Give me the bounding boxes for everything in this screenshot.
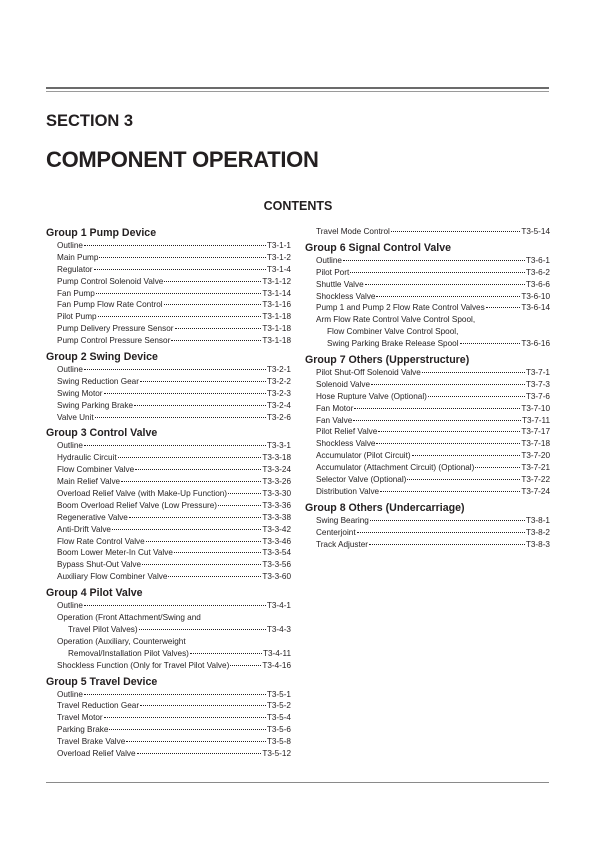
dot-leader <box>129 517 261 518</box>
dot-leader <box>104 717 266 718</box>
toc-entry[interactable] <box>305 267 550 279</box>
toc-entry-page: T3-5-2 <box>266 701 291 711</box>
toc-entry-label: Solenoid Valve <box>316 379 371 389</box>
toc-entry-page: T3-5-8 <box>266 737 291 747</box>
toc-left-column <box>46 226 291 760</box>
toc-entry-page: T3-4-3 <box>266 624 291 634</box>
dot-leader <box>486 307 521 308</box>
toc-group-title[interactable]: Group 5 Travel Device <box>46 675 158 688</box>
toc-group-title[interactable]: Group 7 Others (Upperstructure) <box>305 354 470 367</box>
toc-group <box>46 226 291 347</box>
toc-entry-page: T3-3-54 <box>262 548 291 558</box>
dot-leader <box>353 420 521 421</box>
toc-entry[interactable] <box>46 660 291 672</box>
toc-entry[interactable] <box>46 512 291 524</box>
toc-entry-label: Pump Control Solenoid Valve <box>57 276 164 286</box>
toc-group <box>46 586 291 671</box>
toc-entry-label: Shockless Valve <box>316 439 376 449</box>
toc-entry-page: T3-1-2 <box>266 252 291 262</box>
toc-entry-page: T3-1-14 <box>262 288 291 298</box>
toc-entry[interactable] <box>46 689 291 701</box>
dot-leader <box>378 431 520 432</box>
dot-leader <box>137 753 262 754</box>
dot-leader <box>369 544 525 545</box>
toc-entry-page: T3-7-11 <box>521 415 550 425</box>
toc-entry-page: T3-7-18 <box>521 439 550 449</box>
toc-entry-page: T3-5-6 <box>266 725 291 735</box>
dot-leader <box>95 417 266 418</box>
toc-entry[interactable] <box>46 488 291 500</box>
toc-entry-page: T3-8-1 <box>525 515 550 525</box>
toc-entry-page: T3-3-46 <box>262 536 291 546</box>
toc-entry-label: Shockless Function (Only for Travel Pilot Valve) <box>57 660 230 670</box>
dot-leader <box>139 629 266 630</box>
dot-leader <box>84 245 266 246</box>
bottom-rule <box>46 782 549 783</box>
toc-entry-line: Operation (Front Attachment/Swing and <box>57 613 201 623</box>
dot-leader <box>391 231 520 232</box>
dot-leader <box>126 741 266 742</box>
dot-leader <box>380 491 520 492</box>
toc-entry[interactable] <box>46 700 291 712</box>
toc-entry-page: T3-3-26 <box>262 477 291 487</box>
toc-entry-line: Operation (Auxiliary, Counterweight <box>57 636 186 646</box>
toc-entry[interactable] <box>305 426 550 438</box>
toc-entry[interactable] <box>46 452 291 464</box>
toc-entry[interactable] <box>46 724 291 736</box>
top-rule <box>46 87 549 89</box>
toc-entry-page: T3-1-18 <box>262 336 291 346</box>
toc-entry-label: Travel Brake Valve <box>57 737 126 747</box>
toc-entry-label: Removal/Installation Pilot Valves) <box>68 648 189 658</box>
top-rule-thin <box>46 91 549 92</box>
toc-entry-label: Pump Control Pressure Sensor <box>57 336 171 346</box>
toc-entry-label: Boom Lower Meter-In Cut Valve <box>57 548 173 558</box>
toc-entry-label: Pump Delivery Pressure Sensor <box>57 324 174 334</box>
dot-leader <box>168 576 261 577</box>
toc-entry-label: Fan Pump Flow Rate Control <box>57 300 163 310</box>
toc-entry-line: Flow Combiner Valve Control Spool, <box>327 327 459 337</box>
toc-entry-page: T3-7-17 <box>521 427 550 437</box>
toc-entry-page: T3-3-18 <box>262 453 291 463</box>
toc-entry-label: Main Pump <box>57 252 99 262</box>
dot-leader <box>376 443 520 444</box>
toc-entry-page: T3-6-14 <box>521 303 550 313</box>
toc-entry-page: T3-4-11 <box>262 648 291 658</box>
dot-leader <box>357 532 525 533</box>
toc-group <box>46 426 291 583</box>
toc-entry[interactable] <box>46 400 291 412</box>
toc-entry-label: Travel Pilot Valves) <box>68 624 138 634</box>
toc-entry-label: Regenerative Valve <box>57 512 128 522</box>
toc-entry-page: T3-6-6 <box>525 279 550 289</box>
dot-leader <box>376 296 520 297</box>
dot-leader <box>171 340 261 341</box>
toc-entry[interactable] <box>46 299 291 311</box>
toc-entry-label: Swing Reduction Gear <box>57 376 139 386</box>
toc-entry-page: T3-3-24 <box>262 465 291 475</box>
toc-entry[interactable] <box>46 376 291 388</box>
toc-entry-label: Pilot Relief Valve <box>316 427 378 437</box>
dot-leader <box>104 393 266 394</box>
dot-leader <box>164 281 261 282</box>
toc-entry-page: T3-2-4 <box>266 400 291 410</box>
toc-entry-page: T3-1-16 <box>262 300 291 310</box>
toc-entry-page: T3-6-10 <box>521 291 550 301</box>
toc-entry-label: Centerjoint <box>316 527 356 537</box>
dot-leader <box>218 505 261 506</box>
toc-entry-label: Outline <box>57 241 83 250</box>
toc-entry-page: T3-4-1 <box>266 601 291 611</box>
toc-entry[interactable] <box>46 648 291 660</box>
toc-entry-label: Outline <box>57 689 83 699</box>
section-label: SECTION 3 <box>46 112 134 130</box>
toc-entry[interactable] <box>305 379 550 391</box>
toc-entry[interactable] <box>46 748 291 760</box>
toc-entry[interactable] <box>305 302 550 314</box>
toc-entry[interactable] <box>305 279 550 291</box>
toc-entry[interactable] <box>46 412 291 424</box>
toc-entry[interactable] <box>46 736 291 748</box>
toc-entry[interactable] <box>305 438 550 450</box>
toc-entry[interactable] <box>305 226 550 238</box>
toc-entry[interactable] <box>46 712 291 724</box>
dot-leader <box>84 694 266 695</box>
toc-entry-label: Boom Overload Relief Valve (Low Pressure) <box>57 500 218 510</box>
dot-leader <box>354 408 520 409</box>
toc-entry-page: T3-3-38 <box>262 512 291 522</box>
toc-entry-label: Shockless Valve <box>316 291 376 301</box>
toc-group <box>46 675 291 760</box>
toc-entry-page: T3-3-56 <box>262 560 291 570</box>
dot-leader <box>84 369 266 370</box>
dot-leader <box>343 260 525 261</box>
toc-entry[interactable] <box>305 415 550 427</box>
toc-entry[interactable] <box>305 291 550 303</box>
dot-leader <box>99 257 265 258</box>
toc-entry-page: T3-6-1 <box>525 255 550 265</box>
toc-entry[interactable] <box>46 524 291 536</box>
dot-leader <box>422 372 525 373</box>
toc-group <box>305 353 550 498</box>
toc-entry-label: Pump 1 and Pump 2 Flow Rate Control Valves <box>316 303 485 313</box>
toc-entry-page: T3-2-6 <box>266 412 291 422</box>
dot-leader <box>407 479 520 480</box>
toc-entry-page: T3-8-3 <box>525 539 550 549</box>
toc-entry-page: T3-6-2 <box>525 267 550 277</box>
toc-entry-label: Flow Rate Control Valve <box>57 536 145 546</box>
toc-entry-label: Hydraulic Circuit <box>57 453 117 463</box>
dot-leader <box>350 272 525 273</box>
toc-entry-page: T3-3-60 <box>262 572 291 582</box>
toc-entry[interactable] <box>305 527 550 539</box>
toc-entry-page: T3-5-4 <box>266 713 291 723</box>
toc-entry-label: Hose Rupture Valve (Optional) <box>316 391 427 401</box>
toc-entry-page: T3-5-12 <box>262 748 291 758</box>
toc-entry-label: Valve Unit <box>57 412 94 422</box>
toc-entry-page: T3-3-36 <box>262 500 291 510</box>
toc-entry[interactable] <box>46 547 291 559</box>
toc-entry[interactable] <box>46 240 291 252</box>
dot-leader <box>228 493 261 494</box>
toc-entry[interactable] <box>46 464 291 476</box>
toc-entry-label: Swing Parking Brake <box>57 400 133 410</box>
dot-leader <box>371 384 525 385</box>
toc-group-title[interactable]: Group 3 Control Valve <box>46 427 158 440</box>
toc-entry[interactable] <box>46 536 291 548</box>
toc-entry[interactable] <box>46 276 291 288</box>
toc-entry-label: Fan Valve <box>316 415 353 425</box>
toc-entry-page: T3-5-1 <box>266 689 291 699</box>
toc-entry[interactable] <box>46 311 291 323</box>
dot-leader <box>109 729 265 730</box>
dot-leader <box>190 653 262 654</box>
toc-entry-label: Swing Motor <box>57 388 103 398</box>
toc-group-title[interactable]: Group 1 Pump Device <box>46 227 157 239</box>
toc-entry-page: T3-7-20 <box>521 451 550 461</box>
contents-heading: CONTENTS <box>263 199 333 213</box>
dot-leader <box>112 529 261 530</box>
toc-entry-label: Overload Relief Valve <box>57 748 136 758</box>
toc-entry[interactable] <box>305 338 550 350</box>
dot-leader <box>135 469 261 470</box>
toc-entry[interactable] <box>46 288 291 300</box>
toc-entry[interactable] <box>305 403 550 415</box>
toc-entry[interactable] <box>46 252 291 264</box>
toc-entry[interactable] <box>46 440 291 452</box>
toc-entry-page: T3-2-2 <box>266 376 291 386</box>
toc-entry-label: Distribution Valve <box>316 486 380 496</box>
dot-leader <box>365 284 525 285</box>
dot-leader <box>118 457 262 458</box>
toc-entry-label: Fan Pump <box>57 288 95 298</box>
toc-group-title[interactable]: Group 8 Others (Undercarriage) <box>305 501 465 514</box>
toc-entry-page: T3-7-3 <box>525 379 550 389</box>
dot-leader <box>142 564 261 565</box>
toc-entry[interactable] <box>46 559 291 571</box>
toc-entry-label: Swing Parking Brake Release Spool <box>327 339 459 349</box>
toc-entry[interactable] <box>305 367 550 379</box>
toc-entry[interactable] <box>305 515 550 527</box>
dot-leader <box>475 467 520 468</box>
toc-entry-page: T3-7-6 <box>525 391 550 401</box>
toc-entry-page: T3-3-30 <box>262 489 291 499</box>
toc-entry-label: Outline <box>316 255 342 265</box>
toc-entry-label: Fan Motor <box>316 403 354 413</box>
dot-leader <box>84 605 266 606</box>
toc-entry-label: Selector Valve (Optional) <box>316 475 407 485</box>
toc-entry-label: Outline <box>57 601 83 611</box>
toc-entry-label: Accumulator (Pilot Circuit) <box>316 451 411 461</box>
toc-entry[interactable] <box>305 474 550 486</box>
dot-leader <box>460 343 521 344</box>
toc-entry-label: Overload Relief Valve (with Make-Up Function) <box>57 489 228 499</box>
dot-leader <box>94 269 266 270</box>
toc-entry-label: Shuttle Valve <box>316 279 364 289</box>
dot-leader <box>175 328 262 329</box>
toc-entry[interactable] <box>46 476 291 488</box>
dot-leader <box>121 481 261 482</box>
dot-leader <box>140 381 266 382</box>
toc-entry-label: Travel Reduction Gear <box>57 701 140 711</box>
dot-leader <box>146 541 262 542</box>
toc-right-column <box>305 226 550 550</box>
toc-continued-entry <box>305 226 550 238</box>
toc-group-title[interactable]: Group 2 Swing Device <box>46 351 158 364</box>
toc-group <box>46 350 291 423</box>
toc-entry[interactable] <box>305 391 550 403</box>
toc-entry-page: T3-2-1 <box>266 365 291 375</box>
toc-entry-label: Track Adjuster <box>316 539 369 549</box>
toc-entry-page: T3-7-10 <box>521 403 550 413</box>
toc-entry-page: T3-3-1 <box>266 441 291 451</box>
toc-entry-page: T3-6-16 <box>521 339 550 349</box>
toc-entry-page: T3-4-16 <box>262 660 291 670</box>
toc-entry[interactable] <box>46 500 291 512</box>
toc-entry-page: T3-1-18 <box>262 312 291 322</box>
toc-entry[interactable] <box>46 624 291 636</box>
toc-entry-page: T3-1-4 <box>266 264 291 274</box>
toc-group <box>305 241 550 350</box>
toc-entry-label: Accumulator (Attachment Circuit) (Optional) <box>316 463 475 473</box>
toc-entry[interactable] <box>46 600 291 612</box>
toc-entry[interactable] <box>46 335 291 347</box>
dot-leader <box>84 445 266 446</box>
toc-entry-page: T3-1-12 <box>262 276 291 286</box>
toc-entry[interactable] <box>305 462 550 474</box>
toc-entry-label: Outline <box>57 441 83 451</box>
toc-entry-label: Auxiliary Flow Combiner Valve <box>57 572 168 582</box>
toc-group <box>305 501 550 551</box>
toc-entry[interactable] <box>305 486 550 498</box>
toc-entry-page: T3-8-2 <box>525 527 550 537</box>
toc-entry-label: Travel Motor <box>57 713 103 723</box>
toc-entry[interactable] <box>46 323 291 335</box>
toc-entry-page: T3-7-22 <box>521 475 550 485</box>
toc-entry-label: Parking Brake <box>57 725 109 735</box>
toc-entry-label: Main Relief Valve <box>57 477 121 487</box>
toc-entry-page: T3-5-14 <box>521 227 550 236</box>
toc-entry-label: Pilot Pump <box>57 312 97 322</box>
toc-entry-label: Pilot Shut-Off Solenoid Valve <box>316 368 421 378</box>
toc-entry-line: Arm Flow Rate Control Valve Control Spool, <box>316 315 476 325</box>
dot-leader <box>134 405 266 406</box>
toc-entry[interactable] <box>305 539 550 551</box>
dot-leader <box>174 552 261 553</box>
toc-entry[interactable] <box>46 571 291 583</box>
dot-leader <box>428 396 525 397</box>
toc-entry-page: T3-7-1 <box>525 368 550 378</box>
toc-entry-label: Travel Mode Control <box>316 227 390 236</box>
toc-entry-label: Outline <box>57 365 83 375</box>
toc-entry-page: T3-1-1 <box>266 241 291 250</box>
toc-entry[interactable] <box>46 388 291 400</box>
toc-entry-label: Flow Combiner Valve <box>57 465 135 475</box>
toc-entry-label: Anti-Drift Valve <box>57 524 111 534</box>
toc-group-title[interactable]: Group 6 Signal Control Valve <box>305 241 451 254</box>
dot-leader <box>140 705 266 706</box>
dot-leader <box>412 455 521 456</box>
toc-entry[interactable] <box>46 364 291 376</box>
dot-leader <box>98 316 262 317</box>
toc-entry-label: Pilot Port <box>316 267 350 277</box>
toc-group-title[interactable]: Group 4 Pilot Valve <box>46 587 143 600</box>
dot-leader <box>230 665 261 666</box>
toc-entry[interactable] <box>305 255 550 267</box>
dot-leader <box>164 304 262 305</box>
toc-entry-label: Bypass Shut-Out Valve <box>57 560 142 570</box>
toc-entry-page: T3-7-21 <box>521 463 550 473</box>
toc-entry-page: T3-7-24 <box>521 486 550 496</box>
toc-entry-label: Regulator <box>57 264 93 274</box>
page-title: COMPONENT OPERATION <box>46 147 319 172</box>
toc-entry[interactable] <box>305 450 550 462</box>
toc-entry-page: T3-2-3 <box>266 388 291 398</box>
toc-entry-page: T3-3-42 <box>262 524 291 534</box>
dot-leader <box>96 293 262 294</box>
toc-entry-label: Swing Bearing <box>316 515 369 525</box>
toc-entry[interactable] <box>46 264 291 276</box>
toc-entry-page: T3-1-18 <box>262 324 291 334</box>
dot-leader <box>370 520 525 521</box>
